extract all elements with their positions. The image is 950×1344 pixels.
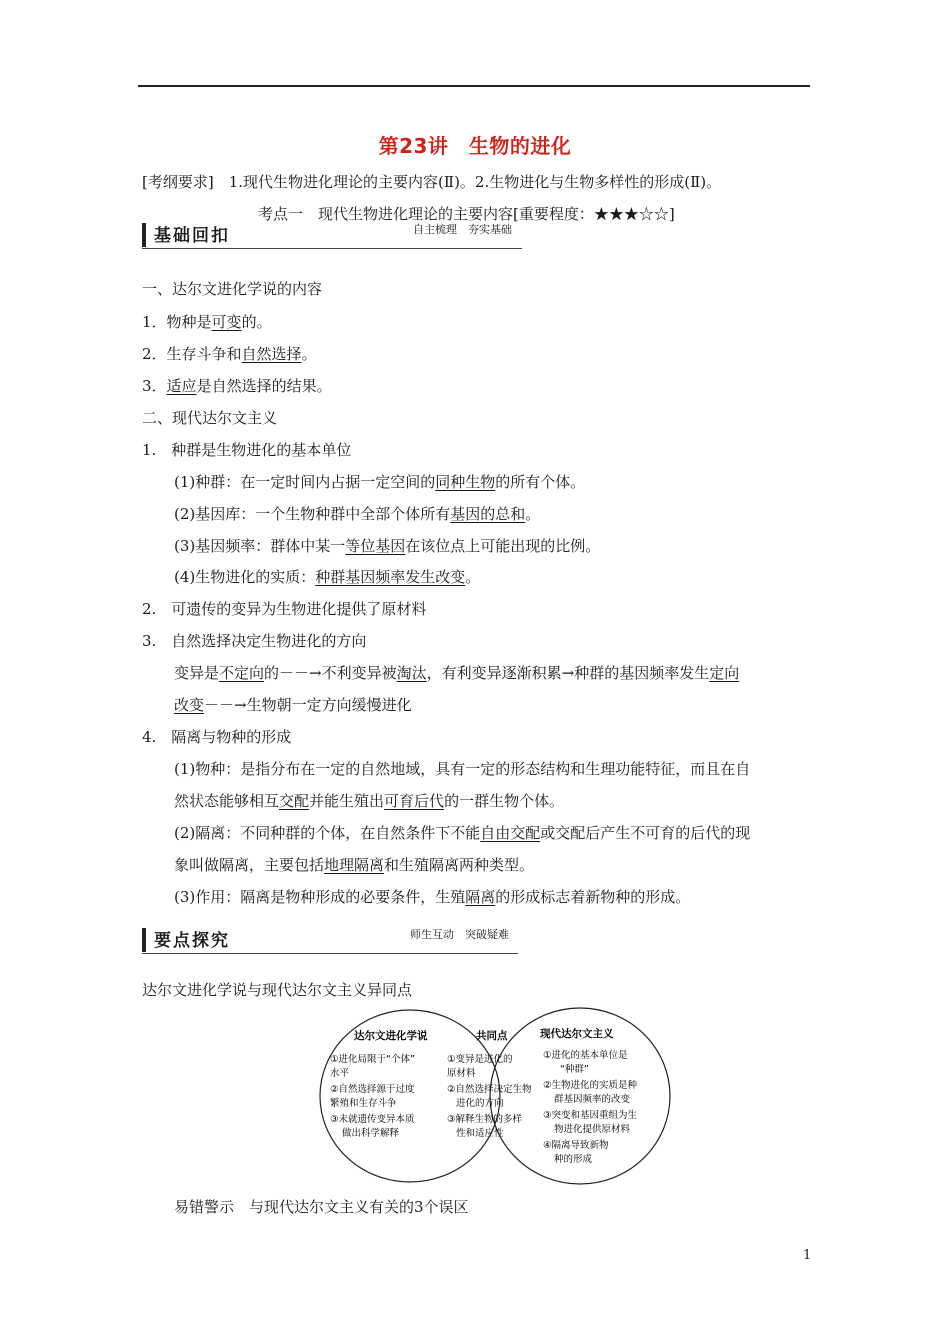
section-subtitle: 师生互动 突破疑难 xyxy=(410,928,509,941)
blank-answer: 基因的总和 xyxy=(450,505,526,523)
venn-right-line: 种的形成 xyxy=(554,1154,593,1165)
section-title: 要点探究 xyxy=(154,931,230,951)
blank-answer: 等位基因 xyxy=(345,537,406,555)
blank-answer: 淘汰 xyxy=(396,664,427,682)
blank-answer: 隔离 xyxy=(465,888,496,906)
blank-answer: 交配 xyxy=(279,792,310,810)
point-3b: 改变－－→生物朝一定方向缓慢进化 xyxy=(174,696,412,714)
venn-right-line: ①进化的基本单位是 xyxy=(543,1050,628,1061)
point-1d: (4)生物进化的实质：种群基因频率发生改变。 xyxy=(174,568,481,586)
point-4b-line1: (2)隔离：不同种群的个体，在自然条件下不能自由交配或交配后产生不可育的后代的现 xyxy=(174,824,751,842)
point-1c: (3)基因频率：群体中某一等位基因在该位点上可能出现的比例。 xyxy=(174,537,601,555)
venn-right-line: 群基因频率的改变 xyxy=(554,1094,631,1105)
exam-point-heading: 考点一 现代生物进化理论的主要内容[重要程度：★★★☆☆] xyxy=(258,205,675,223)
blank-answer: 改变 xyxy=(174,696,205,714)
heading-modern: 二、现代达尔文主义 xyxy=(142,409,278,427)
point-2: 2. 可遗传的变异为生物进化提供了原材料 xyxy=(142,600,427,618)
venn-middle-line: 原材料 xyxy=(447,1068,476,1079)
venn-middle-line: ②自然选择决定生物 xyxy=(447,1084,532,1095)
point-4b-line2: 象叫做隔离，主要包括地理隔离和生殖隔离两种类型。 xyxy=(174,856,535,874)
blank-answer: 同种生物 xyxy=(435,473,496,491)
venn-middle-line: ③解释生物的多样 xyxy=(447,1114,523,1125)
page-number: 1 xyxy=(803,1248,812,1263)
blank-answer: 定向 xyxy=(709,664,740,682)
venn-right-line: 物进化提供原材料 xyxy=(554,1124,631,1135)
section-rule xyxy=(142,953,518,954)
section-header-key-points xyxy=(142,926,518,952)
section-bar xyxy=(142,223,146,247)
venn-right-line: ②生物进化的实质是种 xyxy=(543,1080,638,1091)
venn-middle-line: 性和适应性 xyxy=(456,1128,504,1139)
point-4c: (3)作用：隔离是物种形成的必要条件，生殖隔离的形成标志着新物种的形成。 xyxy=(174,888,691,906)
venn-left-line: ②自然选择源于过度 xyxy=(330,1084,415,1095)
venn-middle-line: ①变异是进化的 xyxy=(447,1054,513,1065)
venn-left-line: 繁殖和生存斗争 xyxy=(330,1098,397,1109)
section-title: 基础回扣 xyxy=(154,226,230,246)
venn-right-line: ③突变和基因重组为生 xyxy=(543,1110,638,1121)
point-1a: (1)种群：在一定时间内占据一定空间的同种生物的所有个体。 xyxy=(174,473,586,491)
exam-requirements: [考纲要求] 1.现代生物进化理论的主要内容(Ⅱ)。2.生物进化与生物多样性的形成(Ⅱ)。 xyxy=(142,173,722,191)
venn-left-line: ①进化局限于“个体” xyxy=(330,1054,415,1065)
point-4a-line2: 然状态能够相互交配并能生殖出可育后代的一群生物个体。 xyxy=(174,792,565,810)
venn-right-title: 现代达尔文主义 xyxy=(540,1028,614,1040)
venn-left-title: 达尔文进化学说 xyxy=(354,1030,428,1042)
venn-right-line: ④隔离导致新物 xyxy=(543,1140,609,1151)
blank-answer: 可育后代 xyxy=(384,792,445,810)
venn-diagram xyxy=(318,1004,674,1190)
section-subtitle: 自主梳理 夯实基础 xyxy=(413,223,512,236)
point-3a: 变异是不定向的－－→不利变异被淘汰，有利变异逐渐积累→种群的基因频率发生定向 xyxy=(174,664,740,682)
point-1: 1. 种群是生物进化的基本单位 xyxy=(142,441,352,459)
page-title: 第23讲 生物的进化 xyxy=(378,134,572,158)
item-3: 3．适应是自然选择的结果。 xyxy=(142,377,332,395)
section-bar xyxy=(142,928,146,952)
item-2: 2．生存斗争和自然选择。 xyxy=(142,345,317,363)
point-3: 3. 自然选择决定生物进化的方向 xyxy=(142,632,367,650)
heading-darwin: 一、达尔文进化学说的内容 xyxy=(142,280,323,298)
venn-left-line: 水平 xyxy=(330,1068,350,1079)
venn-middle-line: 进化的方向 xyxy=(456,1098,504,1109)
blank-answer: 可变 xyxy=(211,313,242,331)
venn-middle-title: 共同点 xyxy=(476,1030,508,1042)
point-4a-line1: (1)物种：是指分布在一定的自然地域，具有一定的形态结构和生理功能特征，而且在自 xyxy=(174,760,751,778)
venn-right-line: “种群” xyxy=(560,1064,589,1075)
venn-left-line: ③未就遗传变异本质 xyxy=(330,1114,415,1125)
error-warning-heading: 易错警示 与现代达尔文主义有关的3个误区 xyxy=(174,1198,469,1216)
blank-answer: 不定向 xyxy=(219,664,265,682)
blank-answer: 适应 xyxy=(166,377,197,395)
blank-answer: 种群基因频率发生改变 xyxy=(315,568,466,586)
blank-answer: 自然选择 xyxy=(241,345,302,363)
venn-left-line: 做出科学解释 xyxy=(342,1128,400,1139)
section-rule xyxy=(142,248,522,249)
section-header-basics xyxy=(142,221,522,247)
blank-answer: 地理隔离 xyxy=(324,856,385,874)
point-1b: (2)基因库：一个生物种群中全部个体所有基因的总和。 xyxy=(174,505,541,523)
top-rule xyxy=(138,85,810,87)
point-4: 4. 隔离与物种的形成 xyxy=(142,728,292,746)
blank-answer: 自由交配 xyxy=(480,824,541,842)
diagram-caption: 达尔文进化学说与现代达尔文主义异同点 xyxy=(142,981,413,999)
item-1: 1．物种是可变的。 xyxy=(142,313,272,331)
